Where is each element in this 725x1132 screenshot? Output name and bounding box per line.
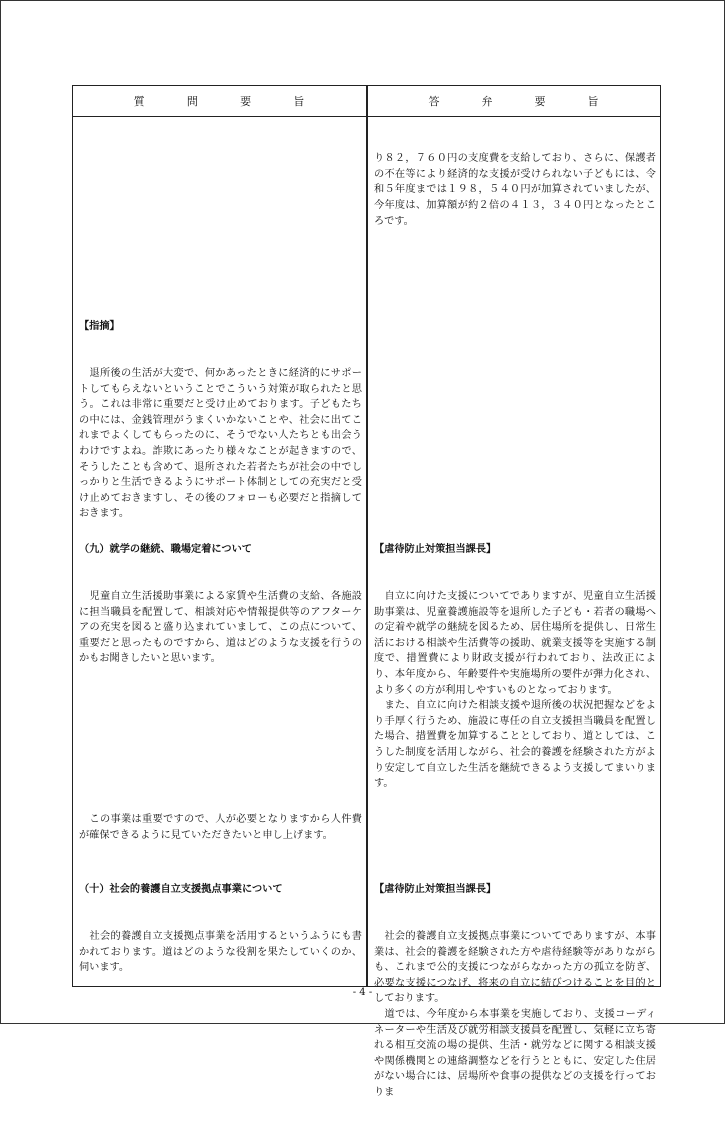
qa-table (72, 85, 661, 1098)
q9-body: 児童自立生活援助事業による家賃や生活費の支給、各施設に担当職員を配置して、相談対応や情報提供等のアフターケアの充実を図ると盛り込まれていまして、この点について、重要だと思ったものですから、道はどのような支援を行うのかもお聞きしたいと思います。 (79, 590, 362, 665)
shiteki-heading: 【指摘】 (79, 321, 120, 333)
answer-summary-header (368, 86, 660, 116)
q9-heading: （九）就学の継続、職場定着について (79, 544, 252, 556)
q9-block (79, 511, 362, 698)
q9-followup-body: この事業は重要ですので、人が必要となりますから人件費が確保できるように見ていただきたいと申し上げます。 (79, 814, 362, 841)
continued-answer-body: り８２，７６０円の支度費を支給しており、さらに、保護者の不在等により経済的な支援が受けられない子どもには、令和５年度までは１９８，５４０円が加算されていましたが、今年度は、加算額が約２倍の４１３，３４０円となったところです。 (374, 153, 656, 227)
a9-block (374, 511, 656, 823)
question-column (73, 117, 366, 986)
answer-column (368, 117, 660, 1098)
page-number: - 4 - (352, 987, 373, 998)
shiteki-body: 退所後の生活が大変で、何かあったときに経済的にサポートしてもらえないということでこういう対策が取られたと思う。これは非常に重要だと受け止めております。子どもたちの中には、金銭管理がうまくいかないことや、社会に出てこれまでよくしてもらったのに、そうでない人たちとも出会うわけですよね。詐欺にあったり様々なことが起きますので、そうしたことも含めて、退所された若者たちが社会の中でしっかりと生活できるようにサポート体制としての充実だと受け止めておきますし、その後のフォローも必要だと指摘しておきます。 (79, 367, 362, 520)
header-char: 答 (428, 95, 441, 108)
header-char: 旨 (293, 95, 306, 108)
header-char: 弁 (481, 95, 494, 108)
header-char: 要 (534, 95, 547, 108)
a10-heading: 【虐待防止対策担当課長】 (374, 884, 497, 896)
header-char: 質 (133, 95, 146, 108)
header-char: 要 (240, 95, 253, 108)
question-summary-header (73, 86, 366, 116)
a10-body: 社会的養護自立支援拠点事業についてでありますが、本事業は、社会的養護を経験された方や虐待経験等がありながらも、これまで公的支援につながらなかった方の孤立を防ぎ、必要な支援につなげ、将来の自立に結びつけることを目的としております。 道では、今年度から本事業を実施しており、支援コーディネーターや生活及び就労相談支援員を配置し、気軽に立ち寄れる相互交流の場の提供、生活・就労などに関する相談支援や関係機関との連絡調整などを行うとともに、安定した住居がない場合には、居場所や食事の提供などの支援を行っておりま (374, 930, 656, 1098)
a9-body: 自立に向けた支援についてでありますが、児童自立生活援助事業は、児童養護施設等を退所した子ども・若者の職場への定着や就学の継続を図るため、居住場所を提供し、日常生活における相談や生活費等の援助、就業支援等を実施する制度で、措置費により財政支援が行われており、法改正により、本年度から、年齢要件や実施場所の要件が弾力化され、より多くの方が利用しやすいものとなっております。 また、自立に向けた相談支援や退所後の状況把握などをより手厚く行うため、施設に専任の自立支援担当職員を配置した場合、措置費を加算することとしており、道としては、こうした制度を活用しながら、社会的養護を経験された方がより安定して自立した生活を継続できるよう支援してまいります。 (374, 590, 656, 790)
q10-block (79, 851, 362, 1007)
continued-answer (374, 120, 656, 260)
q10-body: 社会的養護自立支援拠点事業を活用するというふうにも書かれております。道はどのような役割を果たしていくのか、伺います。 (79, 930, 362, 974)
q10-heading: （十）社会的養護自立支援拠点事業について (79, 884, 283, 896)
a9-heading: 【虐待防止対策担当課長】 (374, 544, 497, 556)
header-char: 旨 (587, 95, 600, 108)
header-char: 問 (186, 95, 199, 108)
